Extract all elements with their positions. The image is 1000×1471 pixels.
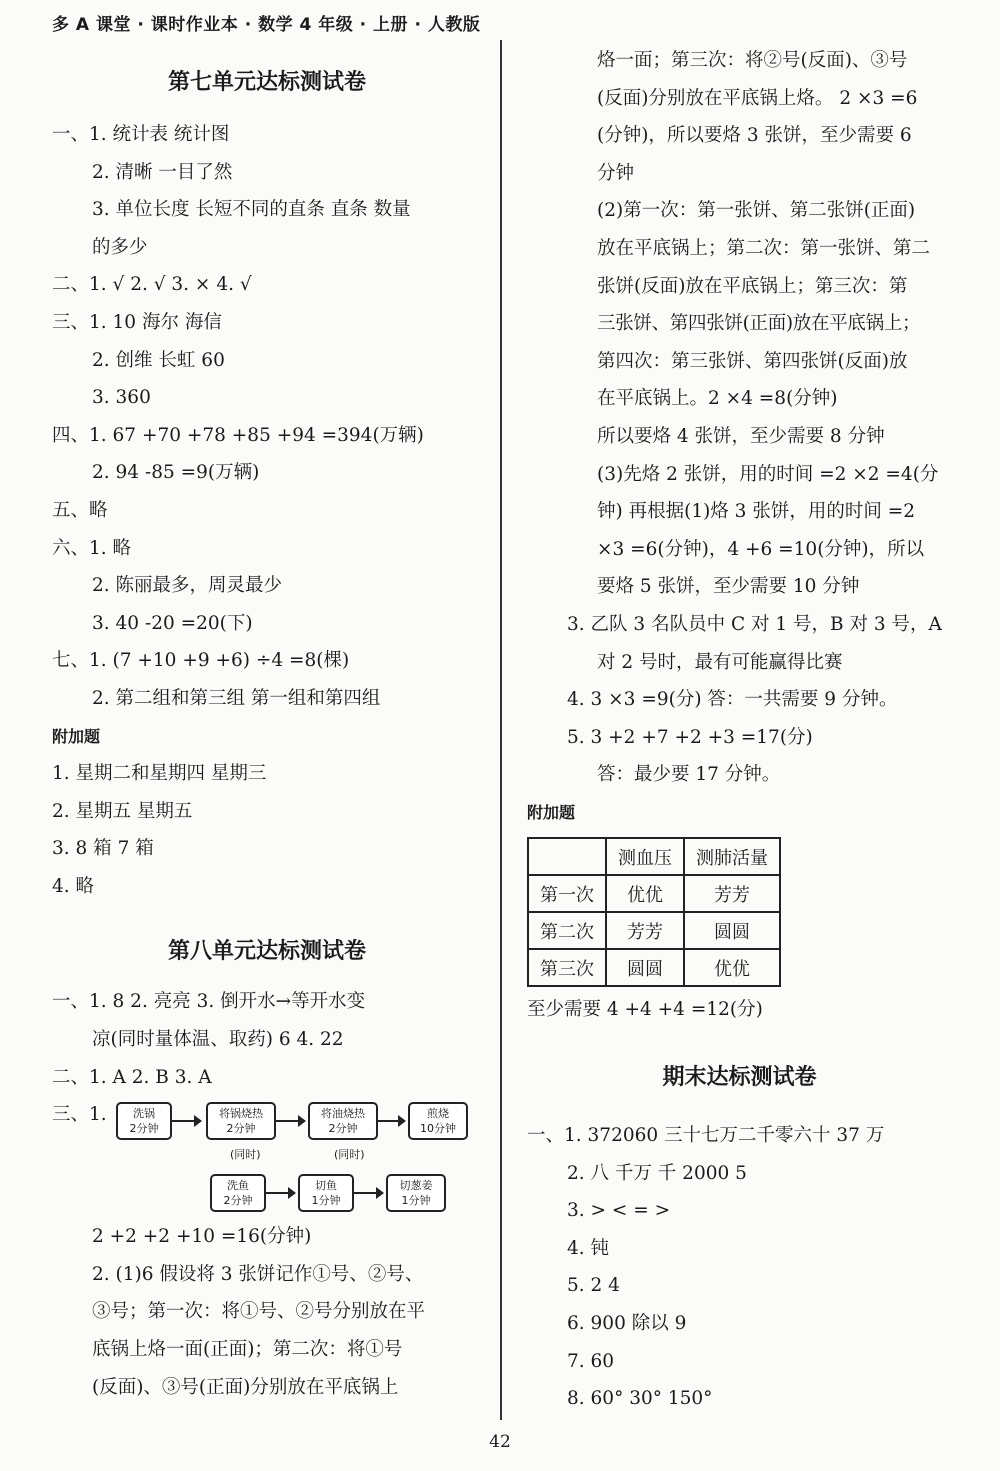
final-exam-title: 期末达标测试卷 bbox=[662, 1065, 817, 1091]
answer-line: (分钟)，所以要烙 3 张饼，至少需要 6 bbox=[597, 125, 912, 147]
answer-line: 6. 900 除以 9 bbox=[567, 1313, 687, 1335]
flow-box: 煎烧 10分钟 bbox=[408, 1102, 468, 1140]
answer-line: 钟) 再根据(1)烙 3 张饼，用的时间 =2 bbox=[597, 501, 915, 523]
answer-line: (反面)分别放在平底锅上烙。 2 ×3 =6 bbox=[597, 87, 918, 109]
flow-box: 洗锅 2分钟 bbox=[116, 1102, 172, 1140]
answer-line: 3. 8 箱 7 箱 bbox=[52, 838, 154, 860]
answer-line: 七、1. (7 +10 +9 +6) ÷4 =8(棵) bbox=[52, 650, 350, 672]
bonus-label: 附加题 bbox=[527, 802, 576, 822]
answer-line: 二、1. A 2. B 3. A bbox=[52, 1066, 212, 1088]
unit7-title: 第七单元达标测试卷 bbox=[167, 70, 366, 95]
answer-line: 2. (1)6 假设将 3 张饼记作①号、②号、 bbox=[92, 1263, 424, 1285]
answer-line: ③号；第一次：将①号、②号分别放在平 bbox=[92, 1301, 426, 1323]
flow-arrow bbox=[354, 1192, 382, 1194]
table-cell: 圆圆 bbox=[606, 949, 684, 986]
flow-box: 切葱姜 1分钟 bbox=[386, 1174, 446, 1212]
answer-line: (反面)、③号(正面)分别放在平底锅上 bbox=[92, 1376, 399, 1398]
answer-line: 3. 乙队 3 名队员中 C 对 1 号，B 对 3 号，A bbox=[567, 613, 942, 635]
answer-line: ×3 =6(分钟)，4 +6 =10(分钟)，所以 bbox=[597, 538, 925, 560]
table-cell: 圆圆 bbox=[684, 912, 780, 949]
flow-arrow bbox=[266, 1192, 294, 1194]
bonus-label: 附加题 bbox=[52, 726, 101, 746]
answer-line: 2. 星期五 星期五 bbox=[52, 800, 193, 822]
table-header: 测血压 bbox=[606, 838, 684, 875]
table-cell: 优优 bbox=[684, 949, 780, 986]
answer-line: 对 2 号时，最有可能赢得比赛 bbox=[597, 651, 843, 673]
answer-line: 四、1. 67 +70 +78 +85 +94 =394(万辆) bbox=[52, 424, 424, 446]
flow-box: 将油烧热 2分钟 bbox=[308, 1102, 378, 1140]
answer-line: 三、1. bbox=[52, 1104, 107, 1126]
flow-arrow bbox=[276, 1120, 304, 1122]
table-cell: 第一次 bbox=[528, 875, 606, 912]
answer-line: 凉(同时量体温、取药) 6 4. 22 bbox=[92, 1029, 344, 1051]
left-column bbox=[52, 58, 482, 1406]
flow-box: 切鱼 1分钟 bbox=[298, 1174, 354, 1212]
answer-line: (3)先烙 2 张饼，用的时间 =2 ×2 =4(分 bbox=[597, 463, 939, 485]
table-cell: 第三次 bbox=[528, 949, 606, 986]
table-header: 测肺活量 bbox=[684, 838, 780, 875]
answer-line: 所以要烙 4 张饼，至少需要 8 分钟 bbox=[597, 425, 885, 447]
answer-line: 二、1. √ 2. √ 3. × 4. √ bbox=[52, 274, 252, 296]
same-time-note: (同时) bbox=[230, 1148, 261, 1162]
answer-line: 至少需要 4 +4 +4 =12(分) bbox=[527, 999, 763, 1021]
answer-line: 5. 2 4 bbox=[567, 1275, 620, 1297]
answer-line: 2 +2 +2 +10 =16(分钟) bbox=[92, 1226, 312, 1248]
flow-arrow bbox=[378, 1120, 404, 1122]
answer-line: 一、1. 372060 三十七万二千零六十 37 万 bbox=[527, 1125, 885, 1147]
answer-line: 放在平底锅上；第二次：第一张饼、第二 bbox=[597, 237, 931, 259]
answer-line: 烙一面；第三次：将②号(反面)、③号 bbox=[597, 50, 908, 71]
running-header: 多 A 课堂 · 课时作业本 · 数学 4 年级 · 上册 · 人教版 bbox=[52, 15, 481, 35]
answer-line: 1. 星期二和星期四 星期三 bbox=[52, 763, 267, 785]
answer-line: 答：最少要 17 分钟。 bbox=[597, 764, 781, 786]
answer-line: 3. 360 bbox=[92, 387, 151, 409]
table-cell: 优优 bbox=[606, 875, 684, 912]
answer-line: 2. 94 -85 =9(万辆) bbox=[92, 462, 260, 484]
table-row bbox=[528, 949, 780, 986]
cooking-flow-chart bbox=[112, 1102, 472, 1218]
table-row bbox=[528, 912, 780, 949]
bonus-table bbox=[527, 837, 781, 987]
same-time-note: (同时) bbox=[334, 1148, 365, 1162]
flow-arrow bbox=[172, 1120, 200, 1122]
answer-line: 2. 创维 长虹 60 bbox=[92, 349, 225, 371]
unit8-title: 第八单元达标测试卷 bbox=[167, 939, 366, 965]
table-cell: 芳芳 bbox=[606, 912, 684, 949]
answer-line: 3. > < = > bbox=[567, 1200, 671, 1222]
answer-line: 2. 陈丽最多，周灵最少 bbox=[92, 575, 283, 597]
answer-line: 8. 60° 30° 150° bbox=[567, 1388, 713, 1410]
answer-line: 要烙 5 张饼，至少需要 10 分钟 bbox=[597, 576, 860, 598]
answer-line: 第四次：第三张饼、第四张饼(反面)放 bbox=[597, 350, 908, 372]
answer-line: 3. 40 -20 =20(下) bbox=[92, 612, 253, 634]
answer-line: 5. 3 +2 +7 +2 +3 =17(分) bbox=[567, 726, 813, 748]
answer-line: 六、1. 略 bbox=[52, 537, 132, 559]
answer-line: 分钟 bbox=[597, 162, 635, 184]
answer-line: 2. 第二组和第三组 第一组和第四组 bbox=[92, 687, 381, 709]
answer-line: 4. 钝 bbox=[567, 1237, 610, 1259]
answer-line: 张饼(反面)放在平底锅上；第三次：第 bbox=[597, 275, 908, 297]
column-divider bbox=[500, 40, 502, 1420]
flow-box: 洗鱼 2分钟 bbox=[210, 1174, 266, 1212]
answer-line: 在平底锅上。2 ×4 =8(分钟) bbox=[597, 388, 838, 410]
answer-line: 2. 八 千万 千 2000 5 bbox=[567, 1162, 747, 1184]
answer-line: 一、1. 统计表 统计图 bbox=[52, 124, 230, 145]
answer-line: 五、略 bbox=[52, 499, 108, 521]
answer-line: 一、1. 8 2. 亮亮 3. 倒开水→等开水变 bbox=[52, 991, 366, 1013]
answer-line: 底锅上烙一面(正面)；第二次：将①号 bbox=[92, 1339, 403, 1361]
answer-line: 2. 清晰 一目了然 bbox=[92, 161, 233, 183]
page-number: 42 bbox=[489, 1432, 511, 1452]
table-row bbox=[528, 875, 780, 912]
flow-box: 将锅烧热 2分钟 bbox=[206, 1102, 276, 1140]
answer-line: 三、1. 10 海尔 海信 bbox=[52, 311, 222, 333]
answer-line: 7. 60 bbox=[567, 1350, 615, 1372]
answer-line: 三张饼、第四张饼(正面)放在平底锅上； bbox=[597, 313, 921, 335]
answer-line: 4. 3 ×3 =9(分) 答：一共需要 9 分钟。 bbox=[567, 689, 898, 711]
table-cell: 芳芳 bbox=[684, 875, 780, 912]
table-cell bbox=[528, 838, 606, 875]
answer-line: 3. 单位长度 长短不同的直条 直条 数量 bbox=[92, 199, 411, 221]
answer-line: 的多少 bbox=[92, 236, 148, 258]
table-cell: 第二次 bbox=[528, 912, 606, 949]
table-row bbox=[528, 838, 780, 875]
answer-line: (2)第一次：第一张饼、第二张饼(正面) bbox=[597, 200, 916, 222]
right-column bbox=[527, 42, 952, 1418]
answer-line: 4. 略 bbox=[52, 875, 95, 897]
